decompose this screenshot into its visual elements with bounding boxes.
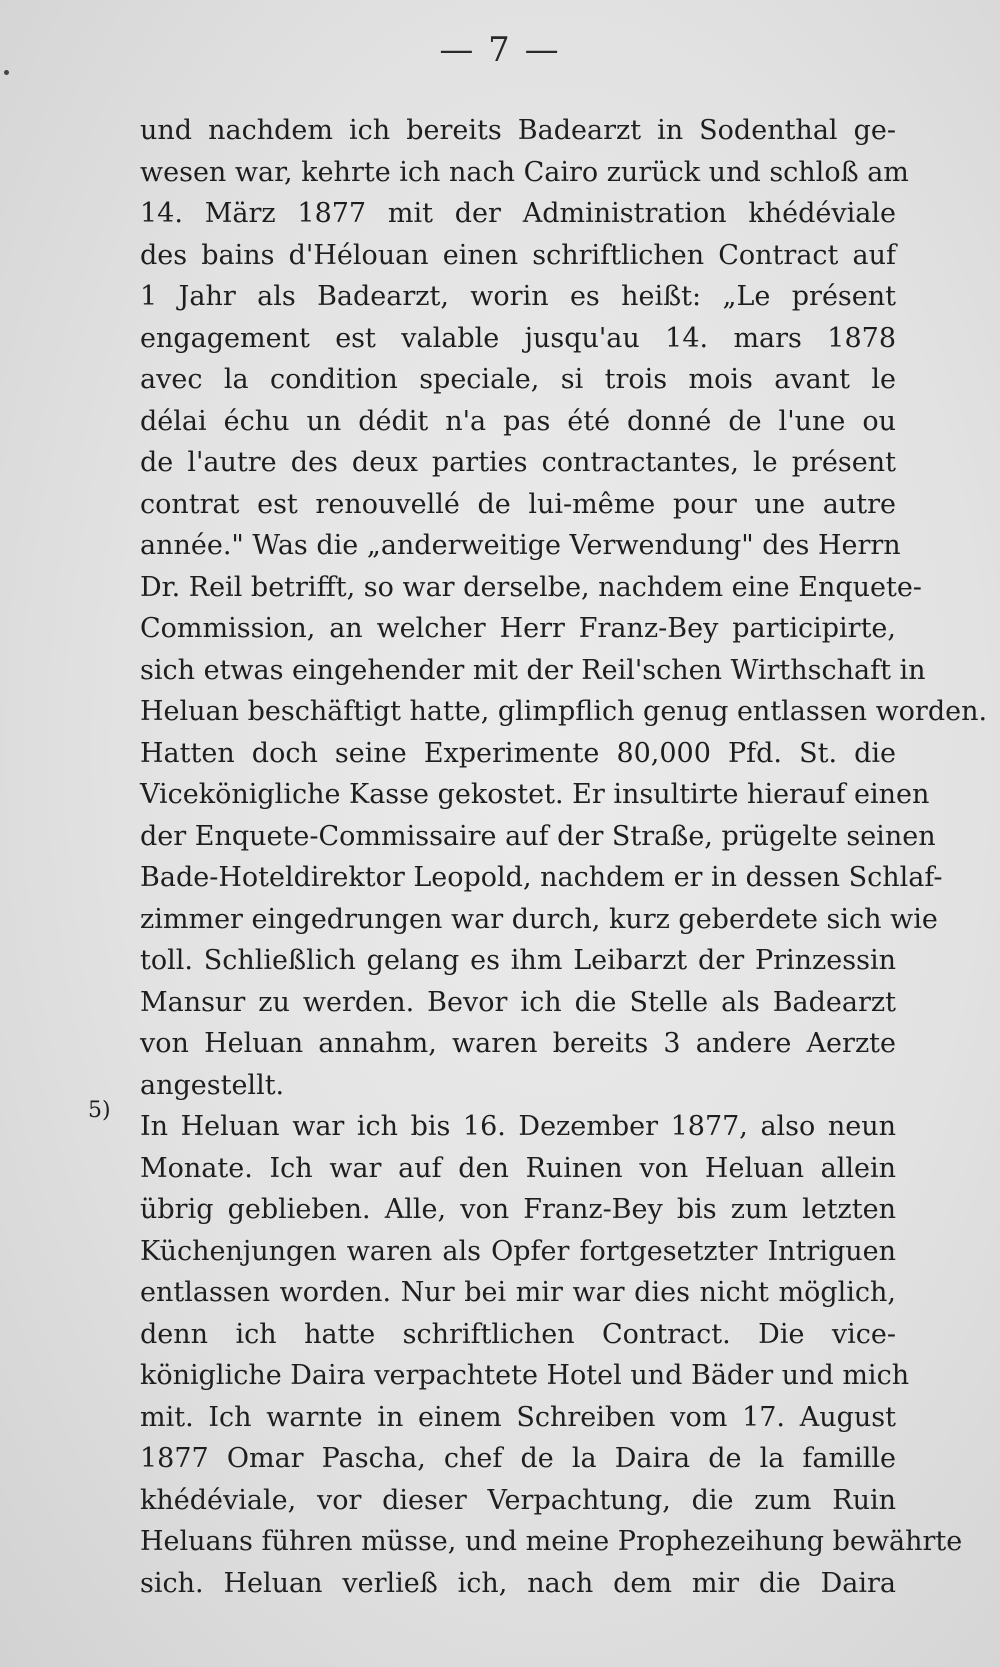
text-line: avec la condition speciale, si trois mois avant le [140, 364, 896, 395]
text-line: entlassen worden. Nur bei mir war dies nicht möglich, [140, 1277, 896, 1308]
text-line: der Enquete-Commissaire auf der Straße, prügelte seinen [140, 820, 936, 852]
text-line: délai échu un dédit n'a pas été donné de l'une ou [140, 405, 896, 437]
text-line: Bade-Hoteldirektor Leopold, nachdem er in dessen Schlaf- [140, 862, 943, 893]
text-line: 1877 Omar Pascha, chef de la Daira de la famille [140, 1443, 896, 1474]
text-line: angestellt. [140, 1069, 285, 1101]
text-line: zimmer eingedrungen war durch, kurz geberdete sich wie [140, 903, 938, 935]
text-line: Heluan beschäftigt hatte, glimpflich genug entlassen worden. [140, 696, 988, 727]
text-line: sich. Heluan verließ ich, nach dem mir die Daira [140, 1567, 896, 1599]
text-line: wesen war, kehrte ich nach Cairo zurück und schloß am [140, 156, 909, 188]
footnote [88, 1098, 963, 1604]
page-body [88, 110, 988, 1604]
footnote-marker: 5) [88, 1098, 111, 1123]
text-line: Mansur zu werden. Bevor ich die Stelle als Badearzt [140, 986, 896, 1018]
text-line: Dr. Reil betrifft, so war derselbe, nachdem eine Enquete- [140, 571, 922, 603]
text-line: denn ich hatte schriftlichen Contract. Die vice- [140, 1318, 896, 1350]
text-line: von Heluan annahm, waren bereits 3 andere Aerzte [140, 1028, 896, 1059]
text-line: übrig geblieben. Alle, von Franz-Bey bis zum letzten [140, 1194, 896, 1225]
text-line: année." Was die „anderweitige Verwendung" des Herrn [140, 530, 901, 561]
text-line: Küchenjungen waren als Opfer fortgesetzter Intriguen [140, 1235, 896, 1267]
text-line: 1 Jahr als Badearzt, worin es heißt: „Le présent [140, 281, 896, 312]
text-line: In Heluan war ich bis 16. Dezember 1877, also neun [140, 1111, 896, 1142]
page-number: — 7 — [439, 30, 561, 70]
text-line: khédéviale, vor dieser Verpachtung, die zum Ruin [140, 1484, 896, 1516]
text-line: Commission, an welcher Herr Franz-Bey participirte, [140, 613, 896, 644]
text-line: des bains d'Hélouan einen schriftlichen Contract auf [140, 239, 896, 271]
ink-speck [4, 70, 9, 75]
text-line: toll. Schließlich gelang es ihm Leibarzt der Prinzessin [140, 945, 896, 976]
text-line: Monate. Ich war auf den Ruinen von Heluan allein [140, 1152, 896, 1184]
text-line: de l'autre des deux parties contractantes, le présent [140, 447, 896, 478]
text-line: contrat est renouvellé de lui-même pour une autre [140, 488, 896, 520]
text-line: 14. März 1877 mit der Administration khédéviale [140, 198, 896, 229]
text-line: mit. Ich warnte in einem Schreiben vom 17. August [140, 1401, 896, 1433]
text-line: engagement est valable jusqu'au 14. mars 1878 [140, 322, 896, 354]
text-line: Hatten doch seine Experimente 80,000 Pfd. St. die [140, 737, 896, 769]
text-line: und nachdem ich bereits Badearzt in Sodenthal ge- [140, 115, 896, 146]
paragraph [140, 110, 988, 1106]
text-line: königliche Daira verpachtete Hotel und Bäder und mich [140, 1360, 910, 1391]
text-line: Heluans führen müsse, und meine Prophezeihung bewährte [140, 1526, 963, 1557]
text-line: Vicekönigliche Kasse gekostet. Er insultirte hierauf einen [140, 779, 930, 810]
text-line: sich etwas eingehender mit der Reil'schen Wirthschaft in [140, 654, 926, 686]
